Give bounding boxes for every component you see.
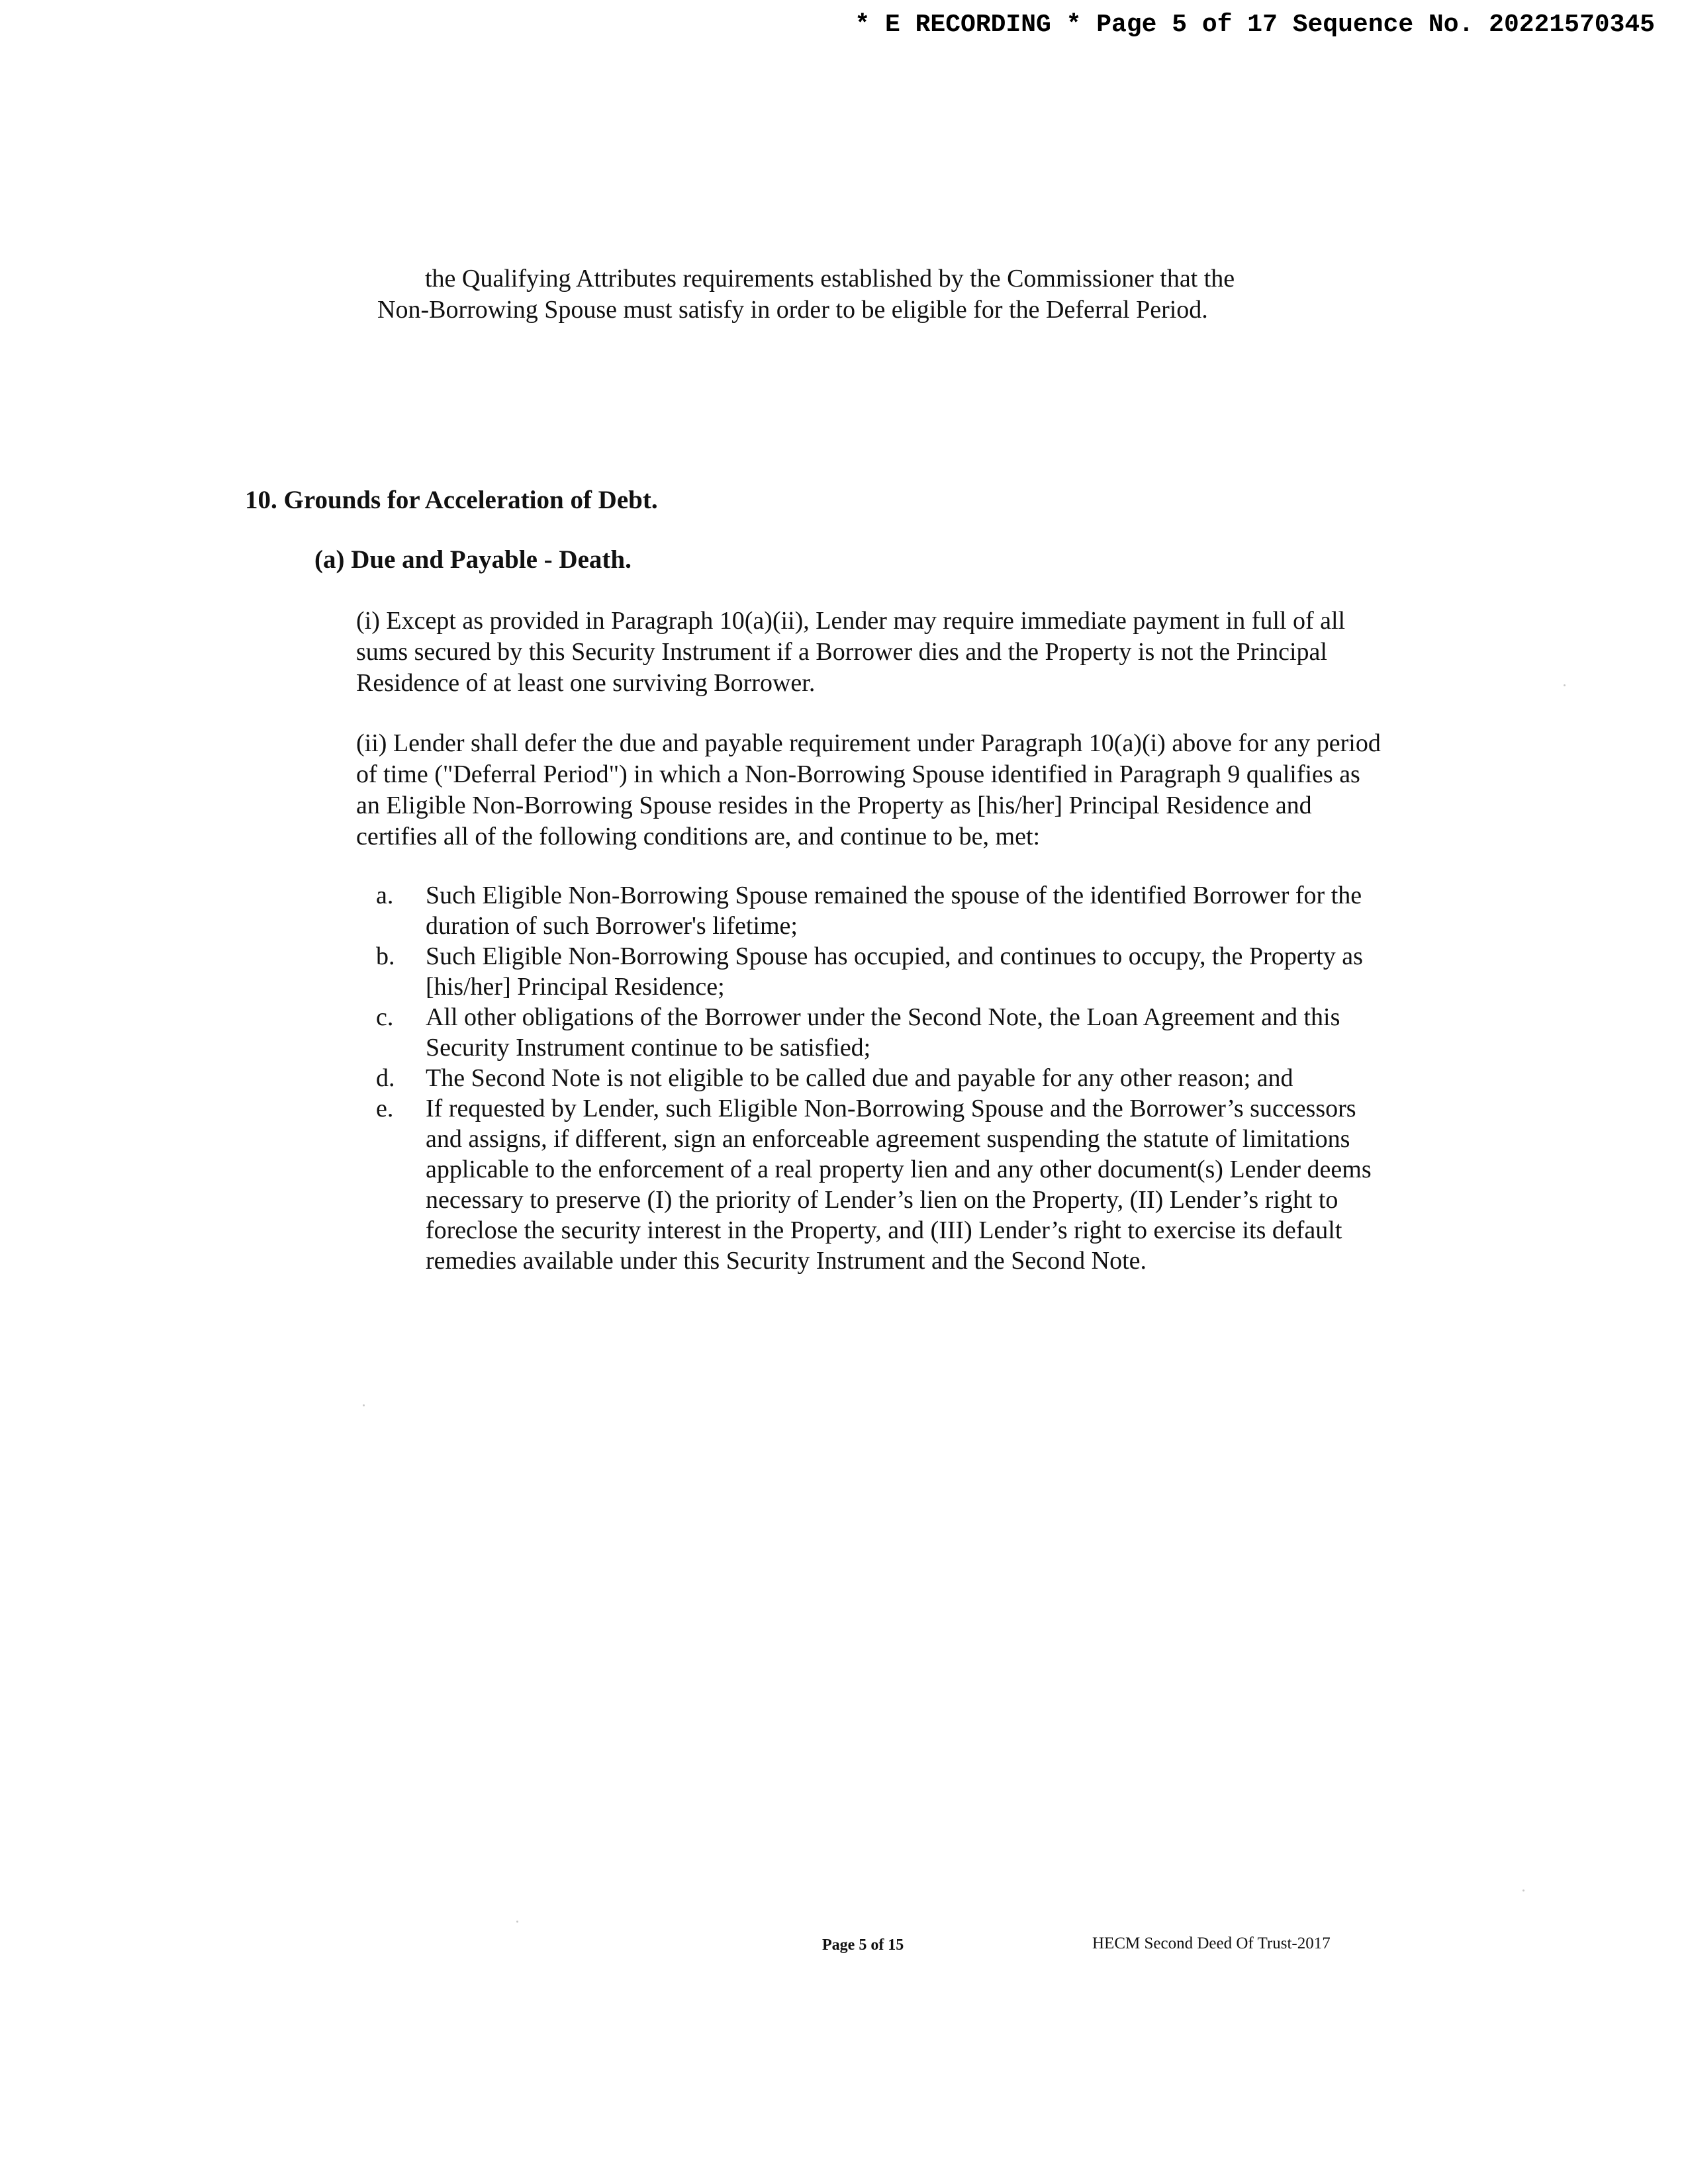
condition-text: Such Eligible Non-Borrowing Spouse has occupied, and continues to occupy, the Property as [his/her] Principal Residence; — [426, 942, 1363, 1001]
scan-speck — [363, 1404, 365, 1406]
condition-item-b — [376, 941, 1389, 1002]
section-10-heading: 10. Grounds for Acceleration of Debt. — [245, 486, 658, 514]
condition-item-c — [376, 1002, 1389, 1063]
scan-speck — [1523, 1889, 1524, 1891]
continuation-line-2: Non-Borrowing Spouse must satisfy in order to be eligible for the Deferral Period. — [377, 296, 1208, 324]
condition-marker: a. — [376, 882, 394, 909]
deferral-conditions-list — [376, 880, 1389, 1276]
condition-marker: c. — [376, 1003, 394, 1031]
paragraph-10-a-i: (i) Except as provided in Paragraph 10(a)(ii), Lender may require immediate payment in full of all sums secured by this Security Instrument if a Borrower dies and the Property is not the Principal Residence of at least one surviving Borrower. — [356, 607, 1346, 697]
continuation-paragraph — [377, 263, 1364, 326]
recording-header: * E RECORDING * Page 5 of 17 Sequence No. 20221570345 — [855, 11, 1655, 39]
footer-document-title: HECM Second Deed Of Trust-2017 — [1092, 1934, 1331, 1952]
scan-speck — [1564, 684, 1566, 686]
footer-page-number: Page 5 of 15 — [822, 1936, 904, 1954]
condition-marker: e. — [376, 1095, 394, 1122]
condition-item-e — [376, 1093, 1389, 1276]
condition-text: If requested by Lender, such Eligible Non-Borrowing Spouse and the Borrower’s successors and assigns, if different, sign an enforceable agreement suspending the statute of limitations applicable to the enforcement of a real property lien and any other document(s) Lender deems necessary to preserve (I) the priority of Lender’s lien on the Property, (II) Lender’s right to foreclose the security interest in the Property, and (III) Lender’s right to exercise its default remedies available under this Security Instrument and the Second Note. — [426, 1095, 1372, 1275]
subsection-a-heading: (a) Due and Payable - Death. — [314, 545, 632, 574]
condition-marker: b. — [376, 942, 395, 970]
condition-text: Such Eligible Non-Borrowing Spouse remained the spouse of the identified Borrower for the duration of such Borrower's lifetime; — [426, 882, 1362, 940]
paragraph-10-a-ii: (ii) Lender shall defer the due and payable requirement under Paragraph 10(a)(i) above for any period of time ("Deferral Period") in which a Non-Borrowing Spouse identified in Paragraph 9 qualifies as an Eligible Non-Borrowing Spouse resides in the Property as [his/her] Principal Residence and certifies all of the following conditions are, and continue to be, met: — [356, 729, 1381, 850]
condition-text: The Second Note is not eligible to be called due and payable for any other reason; and — [426, 1064, 1293, 1092]
condition-item-d — [376, 1063, 1389, 1093]
condition-text: All other obligations of the Borrower under the Second Note, the Loan Agreement and this Security Instrument continue to be satisfied; — [426, 1003, 1340, 1062]
scan-speck — [516, 1921, 518, 1923]
continuation-line-1: the Qualifying Attributes requirements established by the Commissioner that the — [425, 265, 1235, 293]
condition-item-a — [376, 880, 1389, 941]
condition-marker: d. — [376, 1064, 395, 1092]
